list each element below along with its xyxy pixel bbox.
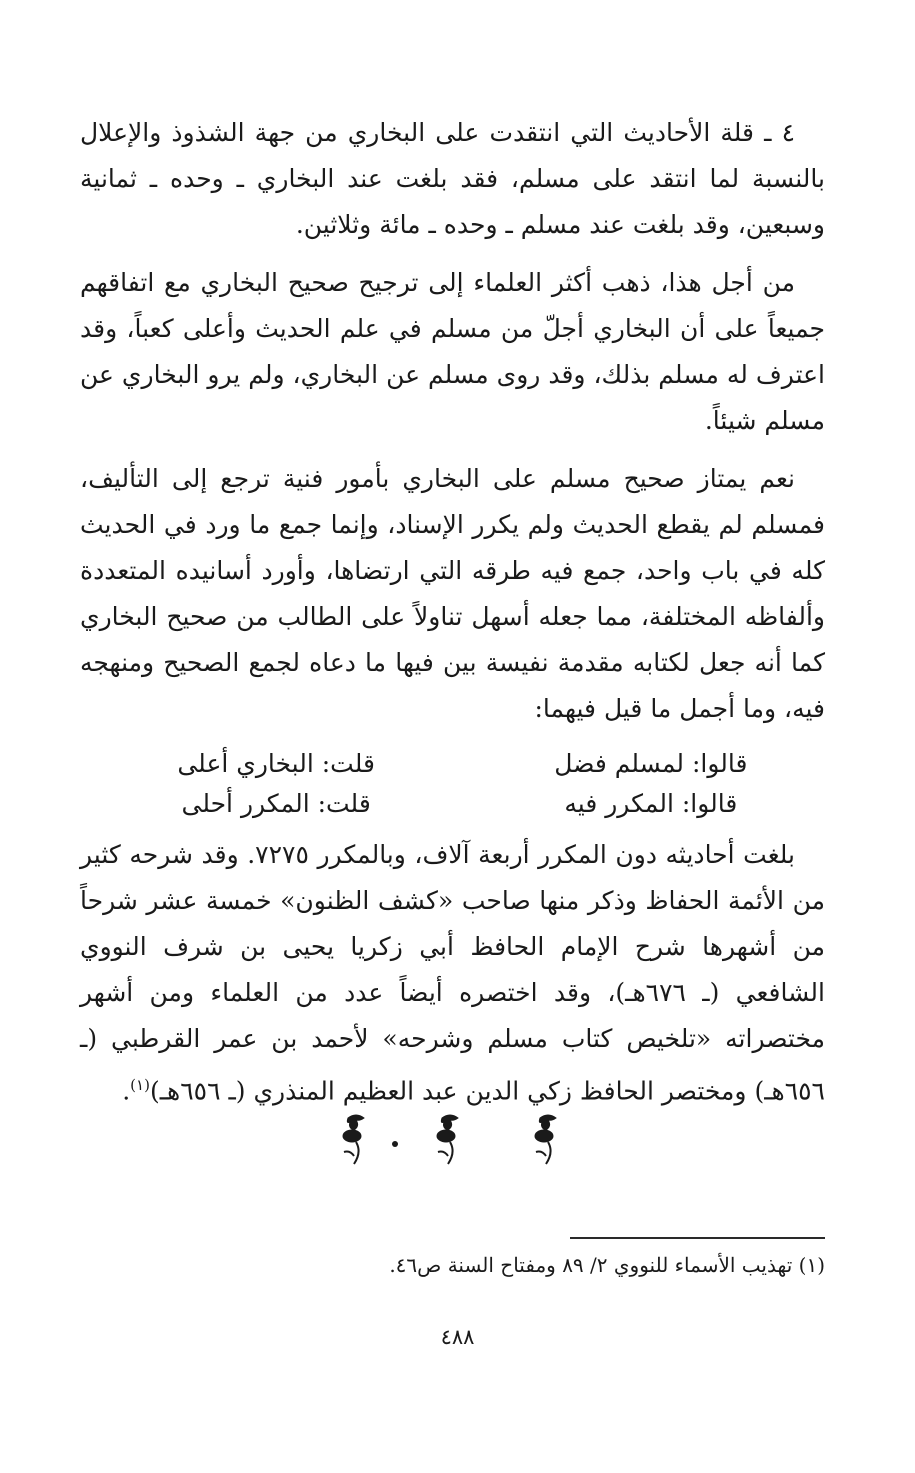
paragraph-2: من أجل هذا، ذهب أكثر العلماء إلى ترجيح صحيح البخاري مع اتفاقهم جميعاً على أن البخاري أجلّ من مسلم في علم الحديث وأعلى كعباً، وقد اعترف له مسلم بذلك، وقد روى مسلم عن البخاري، ولم يرو البخاري عن مسلم شيئاً. bbox=[80, 268, 825, 435]
footnote-reference[interactable]: (١) bbox=[130, 1076, 150, 1094]
paragraph-4-text: بلغت أحاديثه دون المكرر أربعة آلاف، وبالمكرر ٧٢٧٥. وقد شرحه كثير من الأئمة الحفاظ وذكر منها صاحب «كشف الظنون» خمسة عشر شرحاً من أشهرها شرح الإمام الحافظ أبي زكريا يحيى بن شرف النووي الشافعي (ـ ٦٧٦هـ)، وقد اختصره أيضاً عدد من العلماء ومن أشهر مختصراته «تلخيص كتاب مسلم وشرحه» لأحمد بن عمر القرطبي (ـ ٦٥٦هـ) ومختصر الحافظ زكي الدين عبد العظيم المنذري (ـ ٦٥٦هـ) bbox=[80, 840, 825, 1106]
poem-line-1-second-hemistich: قلت: البخاري أعلى bbox=[177, 749, 375, 778]
poem-line-1-first-hemistich: قالوا: لمسلم فضل bbox=[554, 749, 748, 778]
poem-line-2-first-hemistich: قالوا: المكرر فيه bbox=[564, 789, 738, 818]
footnote: (١) تهذيب الأسماء للنووي ٢/ ٨٩ ومفتاح السنة ص٤٦. bbox=[389, 1253, 825, 1277]
paragraph-4 bbox=[80, 832, 825, 1114]
section-ornament bbox=[320, 1108, 590, 1168]
paragraph-1: ٤ ـ قلة الأحاديث التي انتقدت على البخاري من جهة الشذوذ والإعلال بالنسبة لما انتقد على مسلم، فقد بلغت عند البخاري ـ وحده ـ ثمانية وسبعين، وقد بلغت عند مسلم ـ وحده ـ مائة وثلاثين. bbox=[80, 118, 825, 239]
floral-ornament-icon-left bbox=[343, 1115, 364, 1164]
floral-ornament-icon-middle bbox=[437, 1115, 458, 1164]
floral-ornament-icon-right bbox=[535, 1115, 556, 1164]
ornament-dot bbox=[392, 1141, 398, 1147]
paragraph-4-end: . bbox=[122, 1076, 131, 1106]
paragraph-3: نعم يمتاز صحيح مسلم على البخاري بأمور فنية ترجع إلى التأليف، فمسلم لم يقطع الحديث ولم يكرر الإسناد، وإنما جمع ما ورد في الحديث كله في باب واحد، جمع فيه طرقه التي ارتضاها، وأورد أسانيده المتعددة وألفاظه المختلفة، مما جعله أسهل تناولاً على الطالب من صحيح البخاري كما أنه جعل لكتابه مقدمة نفيسة بين فيها ما دعاه لجمع الصحيح ومنهجه فيه، وما أجمل ما قيل فيهما: bbox=[80, 464, 825, 723]
poem-line-2-second-hemistich: قلت: المكرر أحلى bbox=[181, 789, 371, 818]
poem bbox=[80, 744, 825, 824]
page-number: ٤٨٨ bbox=[440, 1325, 475, 1349]
footnote-separator bbox=[570, 1237, 825, 1239]
poem-line-1 bbox=[80, 744, 825, 784]
main-text bbox=[80, 110, 825, 1126]
poem-line-2 bbox=[80, 784, 825, 824]
